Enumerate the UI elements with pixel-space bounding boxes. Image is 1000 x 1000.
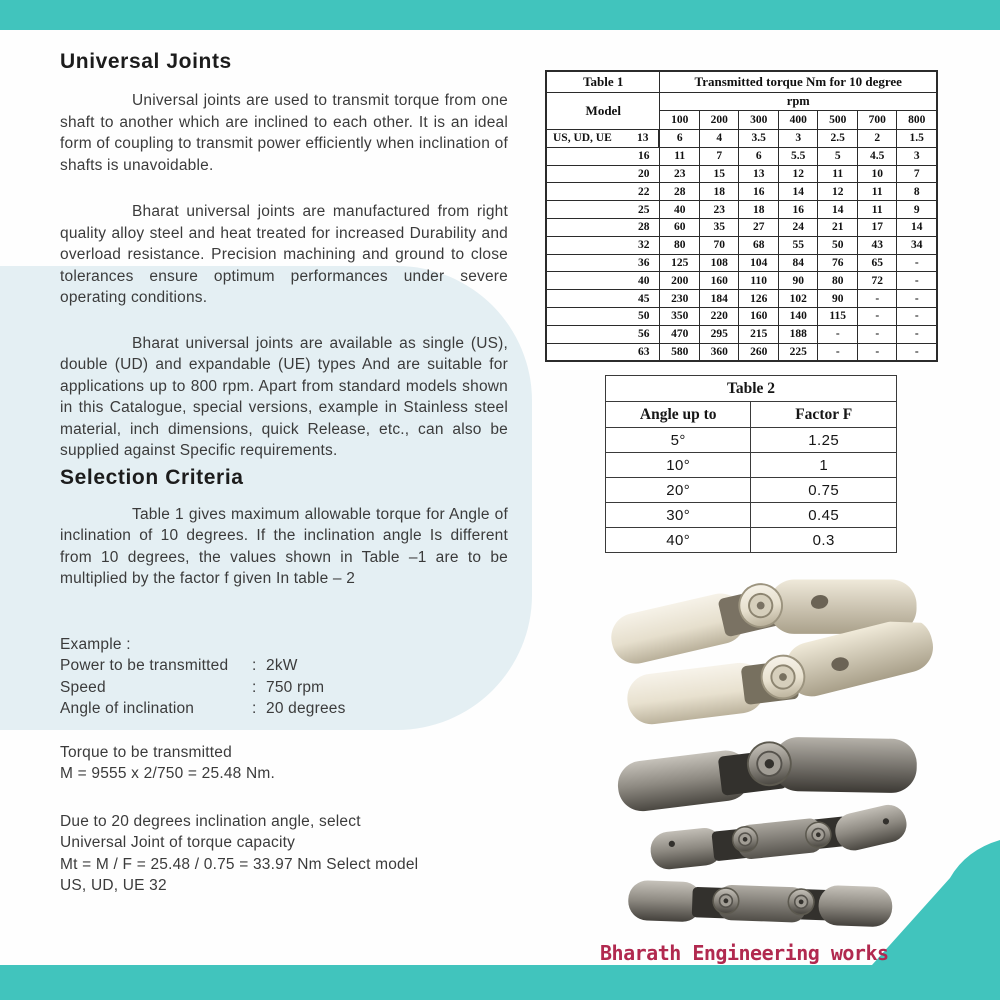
factor-cell: 1 xyxy=(751,453,897,478)
torque-cell: 115 xyxy=(818,307,858,325)
torque-cell: 90 xyxy=(818,290,858,308)
table2-body xyxy=(606,428,897,553)
torque-cell: 200 xyxy=(660,272,700,290)
example-value: 2kW xyxy=(266,657,298,674)
torque-cell: 13 xyxy=(739,165,779,183)
article-column xyxy=(60,50,508,897)
torque-cell: 55 xyxy=(778,236,818,254)
factor-cell: 1.25 xyxy=(751,428,897,453)
page-title: Universal Joints xyxy=(60,50,232,73)
top-accent-bar xyxy=(0,0,1000,30)
table-row xyxy=(606,478,897,503)
torque-cell: 3 xyxy=(897,147,937,165)
torque-cell: 70 xyxy=(699,236,739,254)
torque-cell: 3.5 xyxy=(739,130,779,148)
angle-cell: 40° xyxy=(606,528,751,553)
example-label: Power to be transmitted xyxy=(60,657,229,674)
model-cell: 40 xyxy=(546,272,660,290)
torque-cell: 102 xyxy=(778,290,818,308)
model-cell: 45 xyxy=(546,290,660,308)
torque-cell: 60 xyxy=(660,218,700,236)
torque-cell: 188 xyxy=(778,325,818,343)
torque-cell: 11 xyxy=(660,147,700,165)
table2-container xyxy=(605,375,897,553)
torque-cell: 10 xyxy=(857,165,897,183)
torque-cell: 40 xyxy=(660,201,700,219)
model-cell: 36 xyxy=(546,254,660,272)
torque-cell: 360 xyxy=(699,343,739,361)
model-number: 13 xyxy=(636,132,649,145)
torque-cell: 50 xyxy=(818,236,858,254)
table-row xyxy=(606,428,897,453)
angle-cell: 5° xyxy=(606,428,751,453)
model-cell: 50 xyxy=(546,307,660,325)
table-row xyxy=(546,272,937,290)
torque-cell: 215 xyxy=(739,325,779,343)
torque-cell: 12 xyxy=(818,183,858,201)
torque-cell: 72 xyxy=(857,272,897,290)
torque-cell: 23 xyxy=(699,201,739,219)
table1 xyxy=(545,70,938,362)
torque-cell: - xyxy=(818,325,858,343)
rpm-col-header: 400 xyxy=(778,111,818,130)
torque-cell: 125 xyxy=(660,254,700,272)
model-prefix: US, UD, UE xyxy=(553,132,612,145)
rpm-col-header: 300 xyxy=(739,111,779,130)
torque-cell: 580 xyxy=(660,343,700,361)
rpm-col-header: 700 xyxy=(857,111,897,130)
model-cell: 22 xyxy=(546,183,660,201)
model-cell: 32 xyxy=(546,236,660,254)
torque-cell: 108 xyxy=(699,254,739,272)
torque-cell: 470 xyxy=(660,325,700,343)
factor-cell: 0.75 xyxy=(751,478,897,503)
example-colon: : xyxy=(252,657,257,674)
paragraph-manufacture: Bharat universal joints are manufactured from right quality alloy steel and heat treated for increased Durability and overload resistance. Precision machining and ground to close tolerances ensure optimum performances under severe operating conditions. xyxy=(60,203,508,306)
model-cell: 28 xyxy=(546,218,660,236)
torque-cell: 7 xyxy=(699,147,739,165)
torque-cell: - xyxy=(818,343,858,361)
table-row xyxy=(546,201,937,219)
torque-cell: 350 xyxy=(660,307,700,325)
torque-cell: 14 xyxy=(818,201,858,219)
example-block xyxy=(60,634,508,720)
table-row xyxy=(546,218,937,236)
table-row xyxy=(546,130,937,148)
torque-cell: 11 xyxy=(857,201,897,219)
torque-cell: 6 xyxy=(660,130,700,148)
example-row xyxy=(60,677,508,699)
table1-caption: Transmitted torque Nm for 10 degree xyxy=(660,71,937,93)
torque-cell: - xyxy=(897,290,937,308)
table-row xyxy=(606,453,897,478)
torque-line: M = 9555 x 2/750 = 25.48 Nm. xyxy=(60,765,275,782)
torque-cell: 16 xyxy=(739,183,779,201)
torque-cell: 15 xyxy=(699,165,739,183)
table-row xyxy=(546,147,937,165)
example-row xyxy=(60,655,508,677)
table1-body xyxy=(546,130,937,362)
section-title-selection-criteria: Selection Criteria xyxy=(60,465,244,489)
torque-cell: 110 xyxy=(739,272,779,290)
torque-cell: - xyxy=(897,325,937,343)
torque-cell: - xyxy=(857,290,897,308)
torque-block xyxy=(60,742,508,785)
torque-cell: 7 xyxy=(897,165,937,183)
torque-cell: 21 xyxy=(818,218,858,236)
table1-title: Table 1 xyxy=(546,71,660,93)
torque-cell: 43 xyxy=(857,236,897,254)
table-row xyxy=(546,325,937,343)
table2-factor-header: Factor F xyxy=(751,402,897,428)
selection-line: US, UD, UE 32 xyxy=(60,877,167,894)
selection-line: Mt = M / F = 25.48 / 0.75 = 33.97 Nm Select model xyxy=(60,855,419,873)
rpm-col-header: 500 xyxy=(818,111,858,130)
model-cell: 63 xyxy=(546,343,660,361)
torque-cell: - xyxy=(897,307,937,325)
torque-cell: - xyxy=(897,343,937,361)
torque-cell: 68 xyxy=(739,236,779,254)
torque-cell: 160 xyxy=(699,272,739,290)
table2-title: Table 2 xyxy=(606,376,897,402)
factor-cell: 0.45 xyxy=(751,503,897,528)
table-row xyxy=(606,503,897,528)
torque-cell: 260 xyxy=(739,343,779,361)
table-row xyxy=(546,254,937,272)
torque-cell: 8 xyxy=(897,183,937,201)
torque-cell: 4.5 xyxy=(857,147,897,165)
torque-cell: - xyxy=(857,343,897,361)
torque-cell: 5.5 xyxy=(778,147,818,165)
angle-cell: 30° xyxy=(606,503,751,528)
torque-cell: 225 xyxy=(778,343,818,361)
table-row xyxy=(546,307,937,325)
torque-cell: 1.5 xyxy=(897,130,937,148)
torque-cell: 160 xyxy=(739,307,779,325)
torque-cell: 17 xyxy=(857,218,897,236)
torque-cell: 3 xyxy=(778,130,818,148)
torque-cell: 65 xyxy=(857,254,897,272)
table-row xyxy=(546,290,937,308)
torque-line: Torque to be transmitted xyxy=(60,743,232,761)
torque-cell: 27 xyxy=(739,218,779,236)
torque-cell: 5 xyxy=(818,147,858,165)
selection-line: Due to 20 degrees inclination angle, select xyxy=(60,812,361,830)
table2-angle-header: Angle up to xyxy=(606,402,751,428)
torque-cell: 11 xyxy=(857,183,897,201)
torque-cell: 184 xyxy=(699,290,739,308)
angle-cell: 10° xyxy=(606,453,751,478)
example-value: 20 degrees xyxy=(266,700,346,717)
torque-cell: 24 xyxy=(778,218,818,236)
example-label: Speed xyxy=(60,678,106,696)
model-cell: 56 xyxy=(546,325,660,343)
torque-cell: 23 xyxy=(660,165,700,183)
example-label: Angle of inclination xyxy=(60,700,195,717)
torque-cell: 90 xyxy=(778,272,818,290)
torque-cell: - xyxy=(857,307,897,325)
torque-cell: 140 xyxy=(778,307,818,325)
torque-cell: 14 xyxy=(778,183,818,201)
torque-cell: 84 xyxy=(778,254,818,272)
torque-cell: 80 xyxy=(818,272,858,290)
factor-cell: 0.3 xyxy=(751,528,897,553)
model-cell: 16 xyxy=(546,147,660,165)
torque-cell: 35 xyxy=(699,218,739,236)
torque-cell: 18 xyxy=(739,201,779,219)
torque-cell: 295 xyxy=(699,325,739,343)
table-row xyxy=(546,165,937,183)
model-cell: 20 xyxy=(546,165,660,183)
selection-result-block xyxy=(60,811,508,897)
torque-cell: 126 xyxy=(739,290,779,308)
table-row xyxy=(546,236,937,254)
torque-cell: - xyxy=(897,272,937,290)
torque-cell: - xyxy=(897,254,937,272)
torque-cell: 28 xyxy=(660,183,700,201)
torque-cell: 2.5 xyxy=(818,130,858,148)
rpm-col-header: 200 xyxy=(699,111,739,130)
torque-cell: - xyxy=(857,325,897,343)
model-cell xyxy=(547,130,659,147)
model-cell: 25 xyxy=(546,201,660,219)
example-colon: : xyxy=(252,700,257,717)
table2 xyxy=(605,375,897,553)
torque-cell: 9 xyxy=(897,201,937,219)
torque-cell: 11 xyxy=(818,165,858,183)
torque-cell: 4 xyxy=(699,130,739,148)
table1-rpm-header: rpm xyxy=(660,93,937,111)
table-row xyxy=(546,183,937,201)
torque-cell: 80 xyxy=(660,236,700,254)
torque-cell: 18 xyxy=(699,183,739,201)
torque-cell: 16 xyxy=(778,201,818,219)
rpm-col-header: 800 xyxy=(897,111,937,130)
paragraph-intro: Universal joints are used to transmit torque from one shaft to another which are inclined to each other. It is an ideal form of coupling to transmit power efficiently when inclination of shafts is unavoidable. xyxy=(60,92,508,174)
torque-cell: 220 xyxy=(699,307,739,325)
rpm-col-header: 100 xyxy=(660,111,700,130)
example-rows xyxy=(60,655,508,720)
paragraph-types: Bharat universal joints are available as single (US), double (UD) and expandable (UE) types And are suitable for applications up to 800 rpm. Apart from standard models shown in this Catalogue, special versions, example in Stainless steel material, inch dimensions, quick Release, etc., can also be supplied against Specific requirements. xyxy=(60,334,508,459)
universal-joint-photo-5 xyxy=(611,857,909,947)
example-title: Example : xyxy=(60,635,131,653)
torque-cell: 34 xyxy=(897,236,937,254)
torque-cell: 14 xyxy=(897,218,937,236)
torque-cell: 2 xyxy=(857,130,897,148)
example-value: 750 rpm xyxy=(266,678,325,696)
paragraph-selection: Table 1 gives maximum allowable torque for Angle of inclination of 10 degrees. If the inclination angle Is different from 10 degrees, the values shown in Table –1 are to be multiplied by the factor f given In table – 2 xyxy=(60,505,508,587)
angle-cell: 20° xyxy=(606,478,751,503)
table1-model-header: Model xyxy=(546,93,660,130)
torque-cell: 76 xyxy=(818,254,858,272)
example-row xyxy=(60,698,508,720)
torque-cell: 12 xyxy=(778,165,818,183)
example-colon: : xyxy=(252,678,257,696)
table-row xyxy=(546,343,937,361)
table1-container xyxy=(545,70,938,362)
torque-cell: 230 xyxy=(660,290,700,308)
torque-cell: 6 xyxy=(739,147,779,165)
brand-text: Bharath Engineering works xyxy=(600,941,889,965)
torque-cell: 104 xyxy=(739,254,779,272)
selection-line: Universal Joint of torque capacity xyxy=(60,834,296,851)
